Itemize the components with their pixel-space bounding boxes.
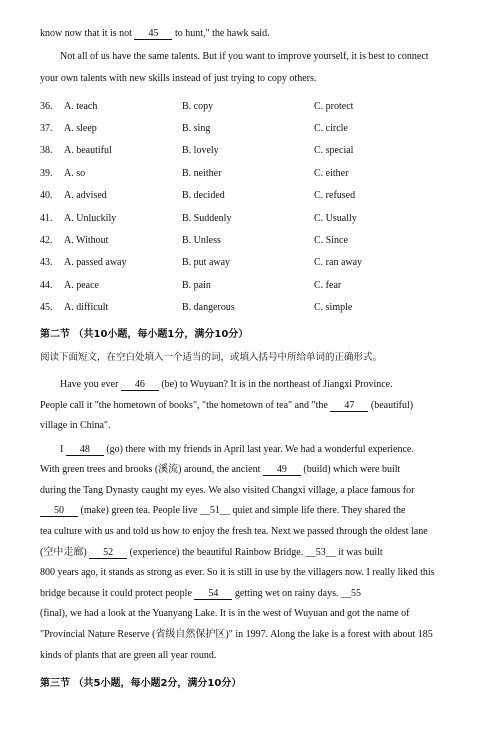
option-b: B. Suddenly bbox=[182, 212, 232, 224]
option-row bbox=[40, 207, 437, 229]
passage-text: I bbox=[60, 443, 64, 455]
blank-47: 47 bbox=[330, 400, 368, 412]
question-number: 38. bbox=[40, 145, 53, 157]
option-c: C. circle bbox=[314, 123, 348, 135]
passage-text: (make) green tea. People live __51__ quiet and simple life there. They shared the bbox=[80, 505, 406, 517]
passage-line: tea culture with us and told us how to enjoy the fresh tea. Next we passed through the oldest lane bbox=[40, 526, 428, 538]
passage-line: "Provincial Nature Reserve (省级自然保护区)" in 1997. Along the lake is a forest with about 185 bbox=[40, 629, 433, 641]
passage-line bbox=[40, 375, 437, 396]
passage-line bbox=[40, 501, 437, 522]
passage-line: 800 years ago, it stands as strong as ever. So it is still in use by the villagers now. I really liked this bbox=[40, 567, 435, 579]
passage-text: People call it "the hometown of books", "the hometown of tea" and "the bbox=[40, 399, 328, 411]
option-row bbox=[40, 162, 437, 184]
blank-49: 49 bbox=[263, 464, 301, 476]
passage-line bbox=[40, 440, 437, 461]
question-number: 42. bbox=[40, 235, 53, 247]
passage-text: (be) to Wuyuan? It is in the northeast of Jiangxi Province. bbox=[161, 378, 393, 390]
section-3-heading: 第三节 （共5小题，每小题2分，满分10分） bbox=[40, 678, 242, 690]
option-c: C. protect bbox=[314, 100, 354, 112]
question-number: 44. bbox=[40, 279, 53, 291]
option-row bbox=[40, 229, 437, 251]
passage-text: With green trees and brooks (溪流) around, the ancient bbox=[40, 464, 261, 476]
option-c: C. Since bbox=[314, 235, 348, 247]
option-row bbox=[40, 95, 437, 117]
option-a: A. Without bbox=[64, 235, 109, 247]
passage-text: bridge because it could protect people bbox=[40, 587, 192, 599]
option-a: A. passed away bbox=[64, 257, 127, 269]
passage-text: Have you ever bbox=[60, 378, 119, 390]
option-c: C. special bbox=[314, 145, 354, 157]
blank-50: 50 bbox=[40, 505, 78, 517]
passage-paragraph-1 bbox=[40, 375, 437, 437]
question-number: 40. bbox=[40, 190, 53, 202]
option-c: C. either bbox=[314, 167, 349, 179]
option-a: A. teach bbox=[64, 100, 98, 112]
option-c: C. Usually bbox=[314, 212, 357, 224]
intro-line-2: Not all of us have the same talents. But if you want to improve yourself, it is best to connect bbox=[60, 51, 429, 62]
option-b: B. Unless bbox=[182, 235, 221, 247]
passage-line bbox=[40, 460, 437, 481]
passage-line: village in China". bbox=[40, 420, 111, 432]
question-number: 45. bbox=[40, 302, 53, 314]
passage-line: (final), we had a look at the Yuanyang Lake. It is in the west of Wuyuan and got the name of bbox=[40, 608, 410, 620]
blank-54: 54 bbox=[194, 588, 232, 600]
passage-line: kinds of plants that are green all year round. bbox=[40, 649, 217, 661]
intro-line-3: your own talents with new skills instead of just trying to copy others. bbox=[40, 73, 317, 84]
option-row bbox=[40, 297, 437, 319]
passage-line bbox=[40, 584, 437, 605]
passage-text: (go) there with my friends in April last year. We had a wonderful experience. bbox=[106, 443, 414, 455]
passage-line bbox=[40, 396, 437, 417]
option-a: A. difficult bbox=[64, 302, 109, 314]
option-b: B. pain bbox=[182, 279, 211, 291]
option-b: B. copy bbox=[182, 100, 214, 112]
intro-line-1 bbox=[40, 28, 437, 40]
option-row bbox=[40, 185, 437, 207]
passage-line bbox=[40, 543, 437, 564]
question-number: 37. bbox=[40, 123, 53, 135]
option-row bbox=[40, 252, 437, 274]
blank-52: 52 bbox=[89, 547, 127, 559]
option-b: B. put away bbox=[182, 257, 231, 269]
option-a: A. beautiful bbox=[64, 145, 112, 157]
blank-46: 46 bbox=[121, 379, 159, 391]
option-c: C. ran away bbox=[314, 257, 363, 269]
passage-text: (experience) the beautiful Rainbow Bridge. __53__ it was built bbox=[129, 546, 383, 558]
intro-line-1-prefix: know now that it is not bbox=[40, 28, 132, 39]
option-row bbox=[40, 140, 437, 162]
option-a: A. advised bbox=[64, 190, 107, 202]
option-a: A. so bbox=[64, 167, 86, 179]
option-c: C. refused bbox=[314, 190, 356, 202]
passage-text: (空中走廊) bbox=[40, 546, 87, 558]
question-number: 41. bbox=[40, 212, 53, 224]
passage-text: (beautiful) bbox=[370, 399, 414, 411]
option-row bbox=[40, 117, 437, 139]
passage-line: during the Tang Dynasty caught my eyes. We also visited Changxi village, a place famous for bbox=[40, 484, 415, 496]
passage-paragraph-2 bbox=[40, 440, 437, 667]
intro-line-1-suffix: to hunt," the hawk said. bbox=[174, 28, 270, 39]
option-b: B. dangerous bbox=[182, 302, 235, 314]
option-a: A. sleep bbox=[64, 123, 97, 135]
option-b: B. sing bbox=[182, 123, 211, 135]
option-a: A. peace bbox=[64, 279, 99, 291]
section-2-heading: 第二节 （共10小题，每小题1分，满分10分） bbox=[40, 328, 249, 340]
option-b: B. decided bbox=[182, 190, 225, 202]
question-number: 36. bbox=[40, 100, 53, 112]
question-number: 43. bbox=[40, 257, 53, 269]
passage-text: getting wet on rainy days. __55 bbox=[234, 587, 361, 599]
option-c: C. simple bbox=[314, 302, 353, 314]
option-b: B. neither bbox=[182, 167, 222, 179]
option-b: B. lovely bbox=[182, 145, 219, 157]
blank-48: 48 bbox=[66, 444, 104, 456]
options-list bbox=[40, 95, 437, 319]
blank-45: 45 bbox=[134, 28, 172, 40]
section-2-instruction: 阅读下面短文，在空白处填入一个适当的词，或填入括号中所给单词的正确形式。 bbox=[40, 351, 383, 363]
option-row bbox=[40, 274, 437, 296]
option-c: C. fear bbox=[314, 279, 342, 291]
option-a: A. Unluckily bbox=[64, 212, 117, 224]
question-number: 39. bbox=[40, 167, 53, 179]
passage-text: (build) which were built bbox=[303, 464, 401, 476]
